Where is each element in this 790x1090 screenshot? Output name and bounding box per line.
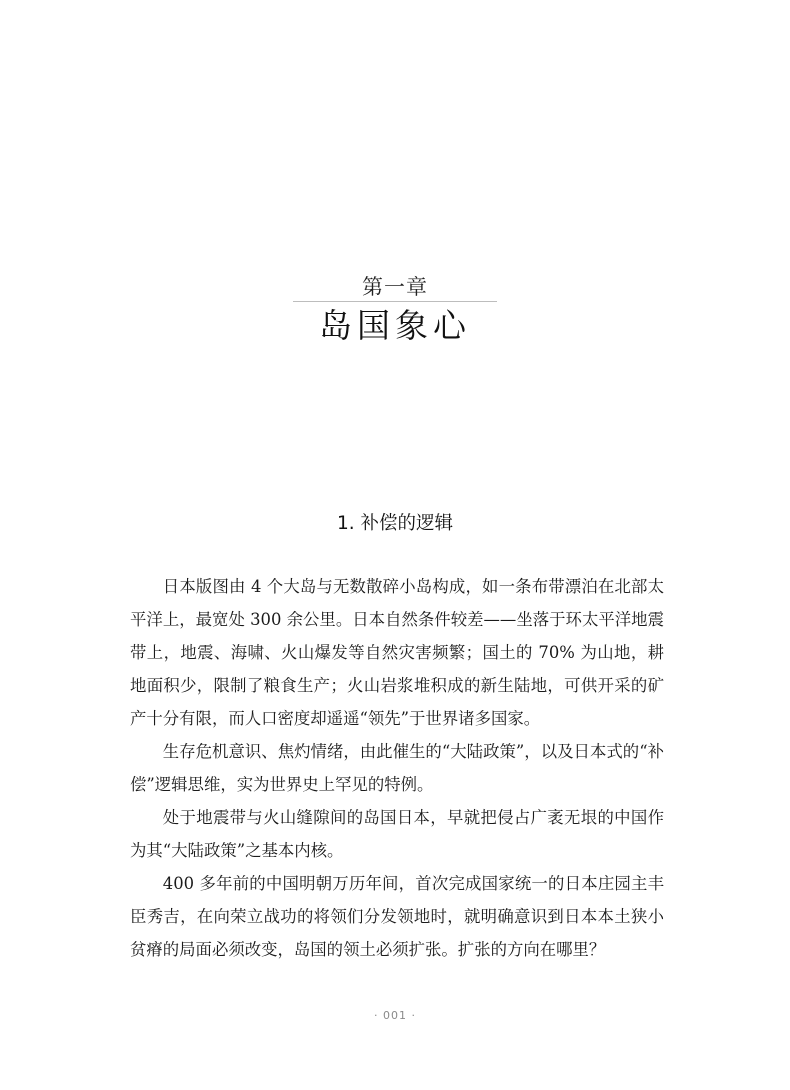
paragraph-4: 400 多年前的中国明朝万历年间，首次完成国家统一的日本庄园主丰臣秀吉，在向荣立战功的将领们分发领地时，就明确意识到日本本土狭小贫瘠的局面必须改变，岛国的领土必须扩张。扩张的方向在哪里？ xyxy=(130,874,664,959)
page-number: · 001 · xyxy=(374,1009,416,1022)
chapter-heading-block xyxy=(0,274,790,348)
section-heading: 1. 补偿的逻辑 xyxy=(336,513,454,534)
paragraph-1: 日本版图由 4 个大岛与无数散碎小岛构成，如一条布带漂泊在北部太平洋上，最宽处 300 余公里。日本自然条件较差——坐落于环太平洋地震带上，地震、海啸、火山爆发等自然灾害频繁；国土的 70% 为山地，耕地面积少，限制了粮食生产；火山岩浆堆积成的新生陆地，可供开采的矿产十分有限，而人口密度却遥遥“领先”于世界诸多国家。 xyxy=(130,577,664,728)
chapter-number: 第一章 xyxy=(362,275,428,299)
body-text xyxy=(130,570,664,966)
paragraph-2: 生存危机意识、焦灼情绪，由此催生的“大陆政策”，以及日本式的“补偿”逻辑思维，实为世界史上罕见的特例。 xyxy=(130,742,664,794)
chapter-divider xyxy=(293,301,497,302)
chapter-title: 岛国象心 xyxy=(319,306,471,345)
paragraph-3: 处于地震带与火山缝隙间的岛国日本，早就把侵占广袤无垠的中国作为其“大陆政策”之基本内核。 xyxy=(130,808,664,860)
